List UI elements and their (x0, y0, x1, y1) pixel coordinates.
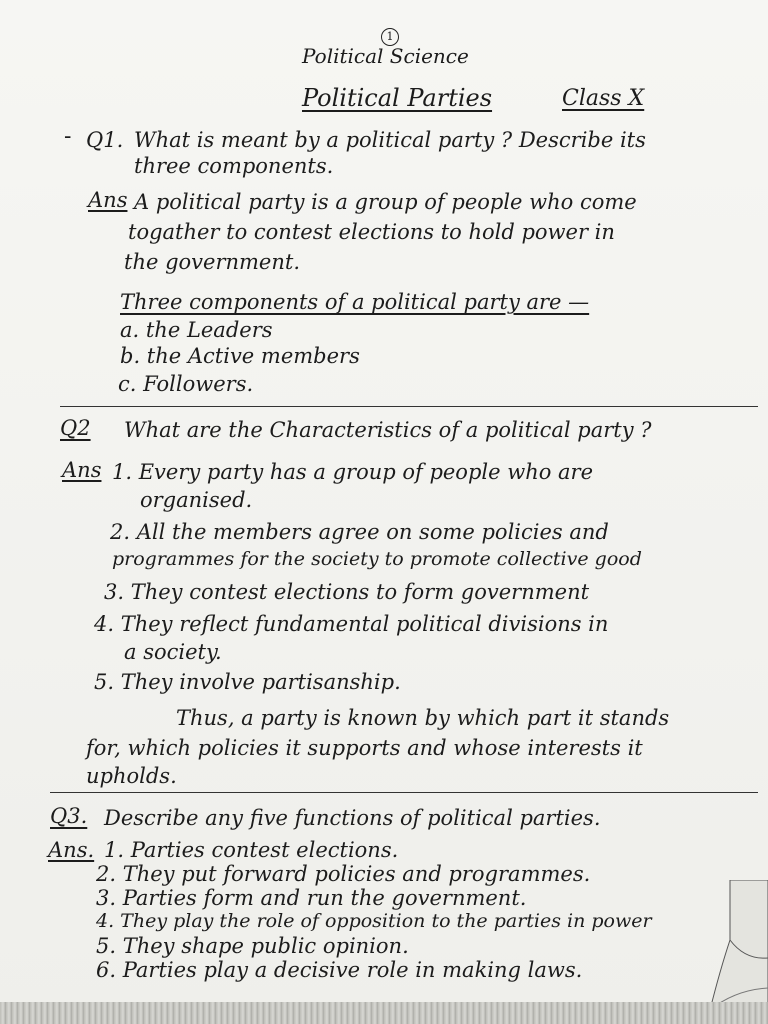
q2-point-2-cont: programmes for the society to promote collective good (112, 548, 642, 570)
q3-question: Describe any five functions of political parties. (104, 806, 601, 830)
page-curl-graphic (690, 880, 768, 1010)
q2-question: What are the Characteristics of a political party ? (124, 418, 652, 442)
q2-point-4: 4. They reflect fundamental political divisions in (94, 612, 609, 636)
q2-point-1-cont: organised. (140, 488, 253, 512)
q1-answer-line-1: A political party is a group of people who come (134, 190, 637, 214)
q3-point-6: 6. Parties play a decisive role in making laws. (96, 958, 583, 982)
q2-number: Q2 (60, 416, 91, 440)
q2-conclusion-line-3: upholds. (86, 764, 177, 788)
q2-conclusion-line-1: Thus, a party is known by which part it stands (176, 706, 670, 730)
subject-title: Political Science (302, 44, 469, 68)
q2-conclusion-line-2: for, which policies it supports and whose interests it (86, 736, 643, 760)
q3-answer-label: Ans. (48, 838, 95, 862)
q1-answer-line-2: togather to contest elections to hold power in (128, 220, 615, 244)
q1-answer-line-3: the government. (124, 250, 300, 274)
q2-point-3: 3. They contest elections to form government (104, 580, 590, 604)
q1-component-b: b. the Active members (120, 344, 360, 368)
q3-point-4: 4. They play the role of opposition to the parties in power (96, 910, 652, 932)
q1-question-line-2: three components. (134, 154, 334, 178)
section-divider-2 (50, 792, 758, 793)
q2-point-5: 5. They involve partisanship. (94, 670, 401, 694)
q1-components-heading: Three components of a political party are — (120, 290, 590, 314)
section-divider-1 (60, 406, 758, 407)
q3-point-5: 5. They shape public opinion. (96, 934, 409, 958)
q1-question-line-1: What is meant by a political party ? Describe its (134, 128, 646, 152)
q1-answer-label: Ans (88, 188, 128, 212)
q3-point-1: 1. Parties contest elections. (104, 838, 399, 862)
topic-title: Political Parties (302, 84, 493, 112)
q2-point-1: 1. Every party has a group of people who are (112, 460, 594, 484)
q3-point-3: 3. Parties form and run the government. (96, 886, 527, 910)
q3-point-2: 2. They put forward policies and programmes. (96, 862, 591, 886)
q1-component-c: c. Followers. (118, 372, 254, 396)
q2-point-4-cont: a society. (124, 640, 222, 664)
scan-edge-strip (0, 1002, 768, 1024)
q3-number: Q3. (50, 804, 88, 828)
page-number: 1 (381, 28, 399, 46)
class-label: Class X (562, 86, 645, 111)
margin-dash: - (64, 124, 72, 149)
q1-number: Q1. (86, 128, 124, 152)
q2-point-2: 2. All the members agree on some policies and (110, 520, 609, 544)
q1-component-a: a. the Leaders (120, 318, 273, 342)
q2-answer-label: Ans (62, 458, 102, 482)
